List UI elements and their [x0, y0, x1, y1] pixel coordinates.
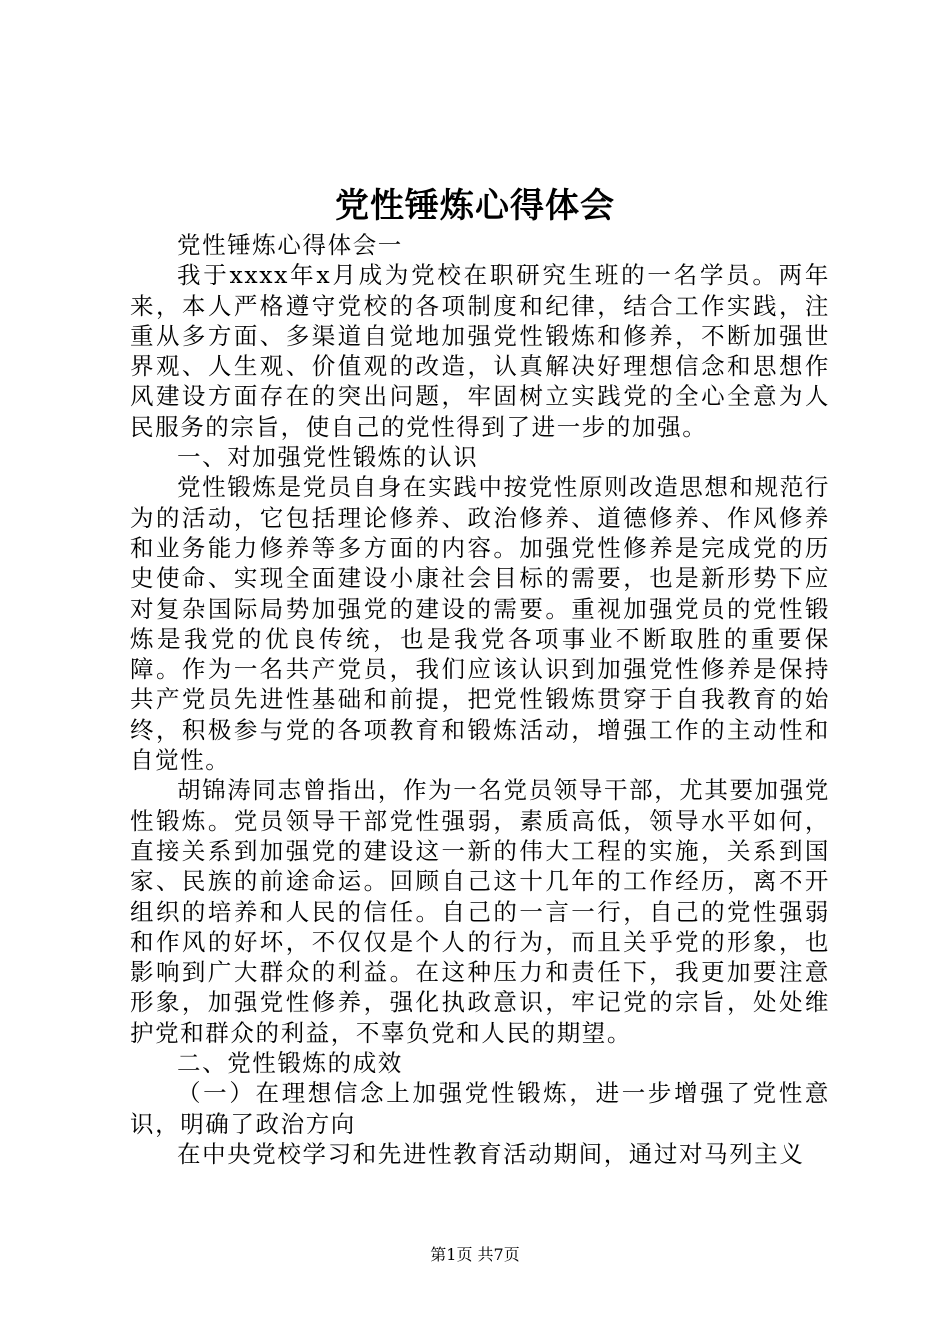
paragraph: 胡锦涛同志曾指出，作为一名党员领导干部，尤其要加强党性锻炼。党员领导干部党性强弱，素质高低，领导水平如何，直接关系到加强党的建设这一新的伟大工程的实施，关系到国家、民族的前途命运。回顾自己这十几年的工作经历，离不开组织的培养和人民的信任。自己的一言一行，自己的党性强弱和作风的好坏，不仅仅是个人的行为，而且关乎党的形象，也影响到广大群众的利益。在这种压力和责任下，我更加要注意形象，加强党性修养，强化执政意识，牢记党的宗旨，处处维护党和群众的利益，不辜负党和人民的期望。 [130, 776, 830, 1047]
section-heading: 党性锤炼心得体会一 [177, 231, 403, 259]
document-title: 党性锤炼心得体会 [335, 186, 615, 226]
paragraph: 我于xxxx年x月成为党校在职研究生班的一名学员。两年来，本人严格遵守党校的各项制度和纪律，结合工作实践，注重从多方面、多渠道自觉地加强党性锻炼和修养，不断加强世界观、人生观、价值观的改造，认真解决好理想信念和思想作风建设方面存在的突出问题，牢固树立实践党的全心全意为人民服务的宗旨，使自己的党性得到了进一步的加强。 [130, 261, 830, 441]
section-heading: 二、党性锻炼的成效 [177, 1049, 403, 1078]
page-footer: 第1页 共7页 [430, 1245, 520, 1264]
paragraph: 在中央党校学习和先进性教育活动期间，通过对马列主义 [177, 1139, 805, 1168]
subsection-heading: （一）在理想信念上加强党性锻炼，进一步增强了党性意识，明确了政治方向 [130, 1079, 830, 1138]
section-heading: 一、对加强党性锻炼的认识 [177, 443, 479, 472]
document-body [130, 230, 830, 1169]
paragraph: 党性锻炼是党员自身在实践中按党性原则改造思想和规范行为的活动，它包括理论修养、政治修养、道德修养、作风修养和业务能力修养等多方面的内容。加强党性修养是完成党的历史使命、实现全面建设小康社会目标的需要，也是新形势下应对复杂国际局势加强党的建设的需要。重视加强党员的党性锻炼是我党的优良传统，也是我党各项事业不断取胜的重要保障。作为一名共产党员，我们应该认识到加强党性修养是保持共产党员先进性基础和前提，把党性锻炼贯穿于自我教育的始终，积极参与党的各项教育和锻炼活动，增强工作的主动性和自觉性。 [130, 473, 830, 775]
